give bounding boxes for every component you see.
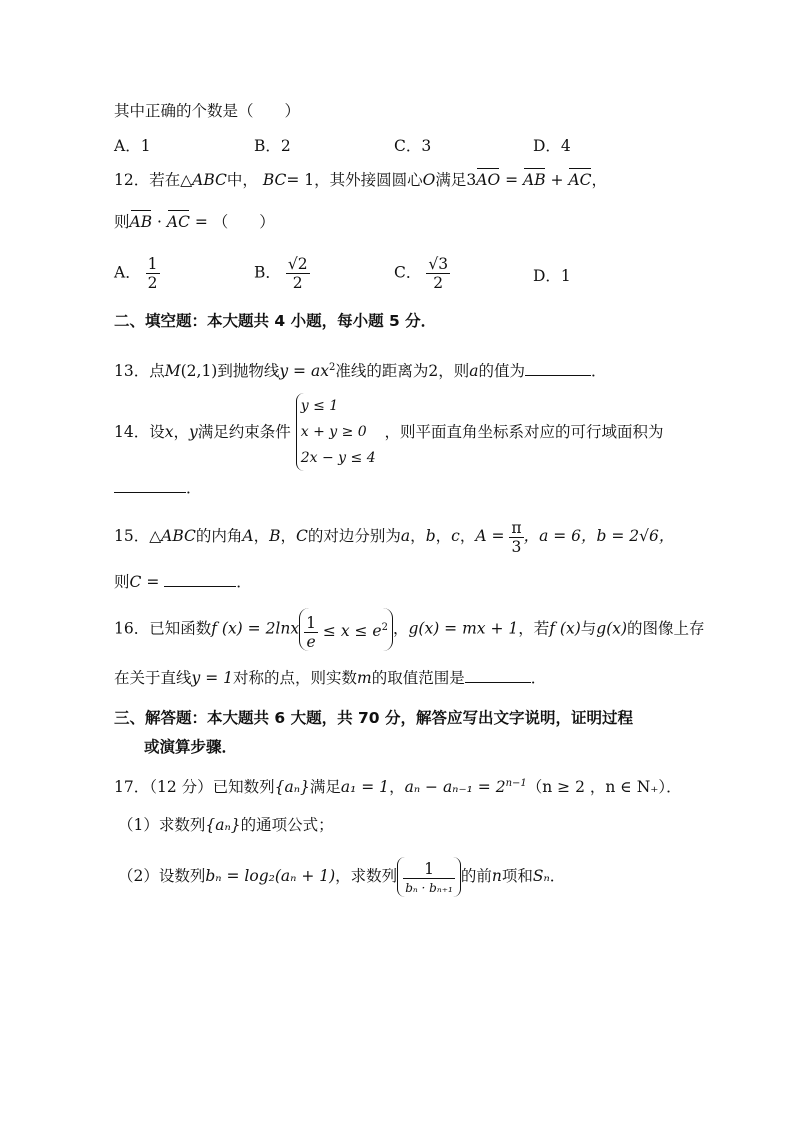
section-title-solve: 三、解答题：本大题共 6 大题，共 70 分，解答应写出文字说明，证明过程 — [114, 709, 633, 727]
question-17-part1: （1）求数列{aₙ}的通项公式； — [118, 816, 334, 834]
option-a: A． $\frac{1}{2}$ — [114, 255, 158, 292]
option-c: C．3 — [394, 137, 432, 155]
question-stem-11 — [114, 101, 300, 121]
fraction: $\frac{1}{2}$ — [147, 255, 158, 292]
option-d: D．4 — [533, 137, 571, 155]
answer-blank — [164, 572, 236, 587]
question-13: 13．点M(2,1)到抛物线$y = ax^2$准线的距离为2，则a的值为 ． — [114, 362, 607, 381]
vector-ac: AC — [568, 171, 592, 189]
question-text: 其中正确的个数是（ ） — [114, 102, 301, 120]
option-a: A．1 — [114, 137, 151, 155]
question-17-part2: （2）设数列bₙ = log₂(aₙ + 1)，求数列 $\frac{1}{\text{bₙ · bₙ₊₁}}$ 的前n项和Sₙ． — [118, 856, 565, 897]
vector-ao: AO — [476, 171, 501, 189]
fraction: $\frac{√3}{2}$ — [428, 255, 449, 292]
fraction-pi-3: $\frac{\pi}{3}$ — [511, 518, 522, 556]
section-title-solve-line2: 或演算步骤． — [144, 738, 238, 756]
fraction: $\frac{√2}{2}$ — [287, 255, 308, 292]
question-15-line2: 则C = ． — [114, 573, 252, 591]
sequence-brace: $\frac{1}{\text{bₙ · bₙ₊₁}}$ — [397, 857, 461, 897]
answer-blank — [114, 478, 186, 493]
question-12: 12．若在△ABC中， BC= 1，其外接圆圆心O满足3AO = AB + AC， — [114, 171, 608, 189]
answer-blank — [525, 361, 591, 376]
section-title-fill-blank: 二、填空题：本大题共 4 小题，每小题 5 分． — [114, 312, 437, 330]
domain-paren: $\frac{1}{e}$ ≤ $x \le e^2$ — [299, 608, 393, 651]
question-16: 16．已知函数f (x) = 2lnx $\frac{1}{e}$ ≤ $x \le e^2$ ，g(x) = mx + 1，若f (x)与g(x)的图像上存 — [114, 608, 705, 651]
answer-blank — [465, 668, 531, 683]
question-15: 15．△ABC的内角A，B，C的对边分别为a，b，c，A = $\frac{\pi}{3}$ ，a = 6，b = 2√6， — [114, 518, 675, 556]
option-d: D．1 — [533, 267, 571, 285]
option-b: B． $\frac{√2}{2}$ — [254, 255, 308, 292]
question-17: 17．（12 分）已知数列{aₙ}满足a₁ = 1，$a_n - a_{n-1} = 2^{n-1}(n \ge 2$ ，n ∈ N₊）． — [114, 778, 682, 797]
vector-ab: AB — [523, 171, 546, 189]
question-12-line2: 则AB · AC = （ ） — [114, 213, 275, 231]
question-14: 14．设x，y满足约束条件 y ≤ 1 x + y ≥ 0 2x − y ≤ 4 ，则平面直角坐标系对应的可行域面积为 — [114, 393, 664, 471]
question-16-line2: 在关于直线y = 1对称的点，则实数m的取值范围是 ． — [114, 669, 547, 687]
option-b: B．2 — [254, 137, 291, 155]
question-14-blank: ． — [114, 478, 202, 498]
constraint-system: y ≤ 1 x + y ≥ 0 2x − y ≤ 4 — [296, 393, 380, 471]
option-c: C． $\frac{√3}{2}$ — [394, 255, 449, 292]
